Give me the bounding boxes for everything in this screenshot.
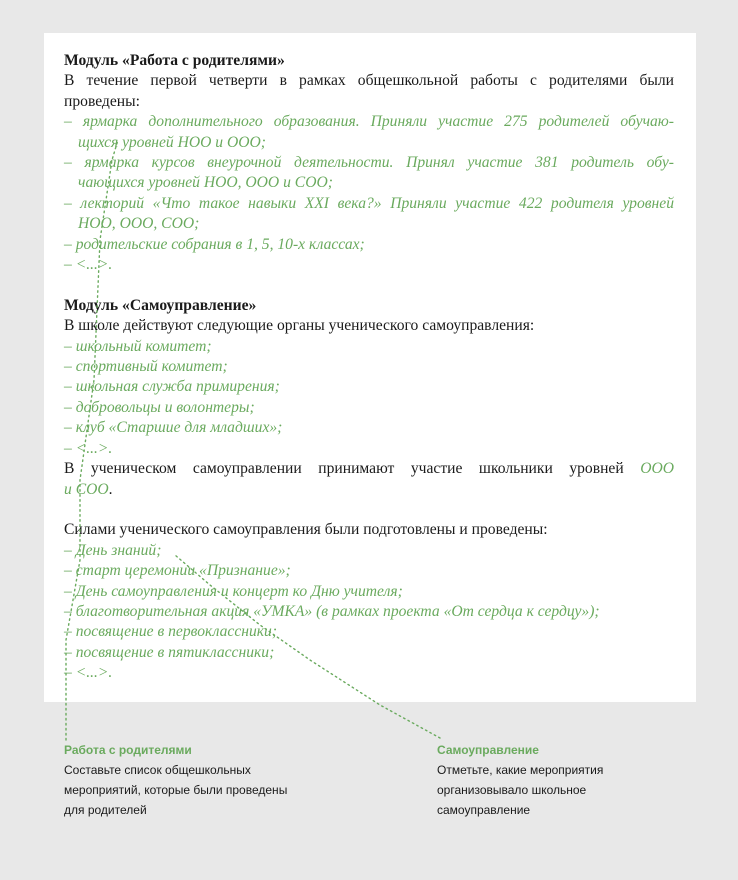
note-parents-line1: Составьте список общешкольных [64,763,251,777]
module-self-government-intro: В школе действуют следующие органы ученического самоуправления: [64,317,535,335]
parents-item-3-cont: НОО, ООО, СОО; [78,215,200,233]
parents-item-2: – ярмарка курсов внеурочной деятельности. Принял участие 381 родитель обу- [64,154,674,172]
body-item-6: – <...>. [64,439,113,457]
body-item-3: – школьная служба примирения; [64,378,280,396]
event-item-2: – старт церемонии «Признание»; [64,562,291,580]
note-parents-line2: мероприятий, которые были проведены [64,783,288,797]
note-self-government-line1: Отметьте, какие мероприятия [437,763,604,777]
participation-level-soo: и СОО [64,480,109,498]
body-item-1: – школьный комитет; [64,337,212,355]
module-parents-heading: Модуль «Работа с родителями» [64,52,285,69]
note-parents-title: Работа с родителями [64,743,192,757]
event-item-5: – посвящение в первоклассники; [64,623,278,641]
connector-self-government [175,555,440,738]
body-item-2: – спортивный комитет; [64,358,228,376]
participation-level-ooo: ООО [640,460,675,478]
parents-item-1-cont: щихся уровней НОО и ООО; [78,133,266,151]
event-item-6: – посвящение в пятиклассники; [64,643,275,661]
module-parents-intro-line2: проведены: [64,92,140,110]
parents-item-2-cont: чающихся уровней НОО, ООО и СОО; [78,174,333,192]
connector-parents [66,140,118,740]
event-item-4: – благотворительная акция «УМКА» (в рамках проекта «От сердца к сердцу»); [64,602,600,620]
participation-text: В ученическом самоуправлении принимают участие школьники уровней [64,460,624,478]
body-item-4: – добровольцы и волонтеры; [64,398,255,416]
note-self-government [437,740,717,820]
note-parents-line3: для родителей [64,803,147,817]
module-parents-intro-line1: В течение первой четверти в рамках общешкольной работы с родителями были [64,72,674,90]
module-self-government-heading: Модуль «Самоуправление» [64,296,257,314]
parents-item-5: – <...>. [64,256,113,274]
parents-item-1: – ярмарка дополнительного образования. Приняли участие 275 родителей обучаю- [64,113,674,131]
participation-end: . [108,480,113,498]
note-self-government-title: Самоуправление [437,743,539,757]
parents-item-3: – лекторий «Что такое навыки XXI века?» Приняли участие 422 родителя уровней [64,194,674,212]
event-item-3: – День самоуправления и концерт ко Дню учителя; [64,582,403,600]
note-parents [64,740,364,820]
note-self-government-line3: самоуправление [437,803,531,817]
parents-item-4: – родительские собрания в 1, 5, 10-х классах; [64,235,365,253]
event-item-7: – <...>. [64,664,113,682]
event-item-1: – День знаний; [64,541,162,559]
note-self-government-line2: организовывало школьное [437,783,587,797]
body-item-5: – клуб «Старшие для младших»; [64,419,283,437]
events-intro: Силами ученического самоуправления были подготовлены и проведены: [64,521,548,539]
